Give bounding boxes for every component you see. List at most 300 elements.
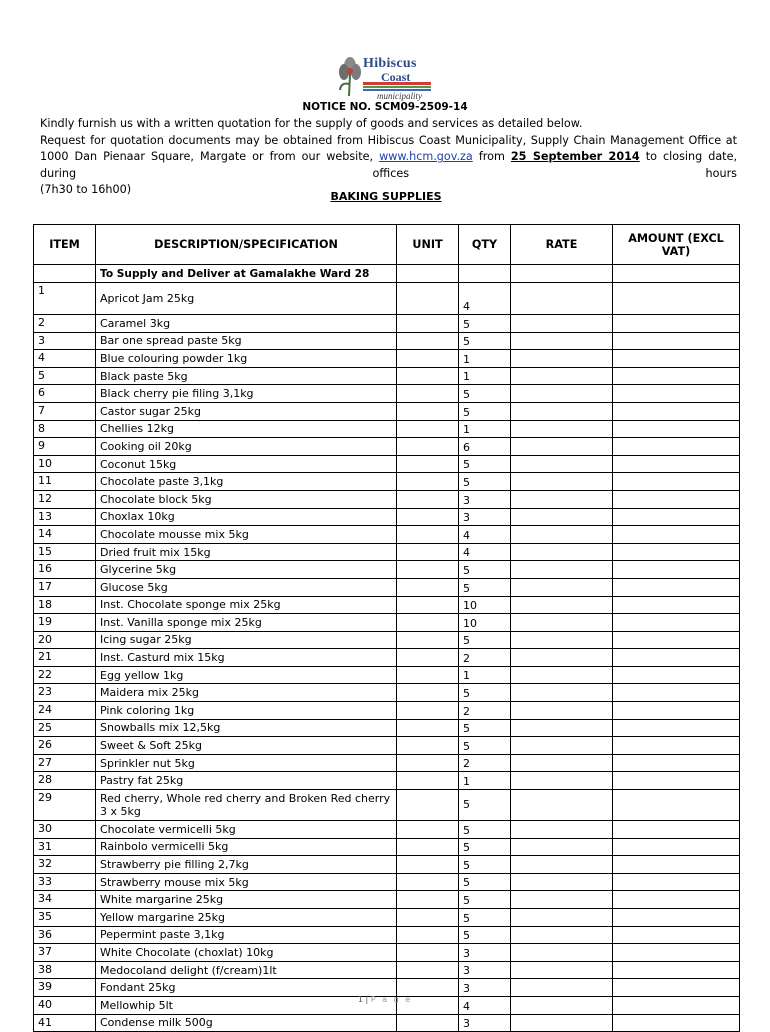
item-description: Maidera mix 25kg bbox=[96, 684, 397, 702]
table-row bbox=[34, 561, 740, 579]
item-qty: 1 bbox=[459, 666, 511, 684]
amount-cell bbox=[613, 702, 740, 720]
unit-cell bbox=[397, 873, 459, 891]
item-number: 34 bbox=[34, 891, 96, 909]
unit-cell bbox=[397, 772, 459, 790]
table-row bbox=[34, 420, 740, 438]
unit-cell bbox=[397, 891, 459, 909]
table-row bbox=[34, 649, 740, 667]
amount-cell bbox=[613, 420, 740, 438]
item-description: Egg yellow 1kg bbox=[96, 666, 397, 684]
item-qty: 10 bbox=[459, 614, 511, 632]
section-title: BAKING SUPPLIES bbox=[330, 190, 442, 203]
unit-cell bbox=[397, 838, 459, 856]
item-description: Sweet & Soft 25kg bbox=[96, 737, 397, 755]
rate-cell bbox=[511, 772, 613, 790]
item-description: Apricot Jam 25kg bbox=[96, 283, 397, 315]
item-qty: 5 bbox=[459, 719, 511, 737]
unit-cell bbox=[397, 438, 459, 456]
item-description: Glycerine 5kg bbox=[96, 561, 397, 579]
unit-cell bbox=[397, 455, 459, 473]
unit-cell bbox=[397, 926, 459, 944]
intro-from: from bbox=[478, 150, 505, 164]
item-qty: 5 bbox=[459, 821, 511, 839]
item-number: 18 bbox=[34, 596, 96, 614]
item-description: Caramel 3kg bbox=[96, 315, 397, 333]
item-description: Chocolate mousse mix 5kg bbox=[96, 526, 397, 544]
table-row bbox=[34, 944, 740, 962]
unit-cell bbox=[397, 578, 459, 596]
item-number: 23 bbox=[34, 684, 96, 702]
item-qty: 4 bbox=[459, 283, 511, 315]
intro-line-1: Kindly furnish us with a written quotation for the supply of goods and services as detailed below. bbox=[40, 117, 583, 130]
table-row bbox=[34, 350, 740, 368]
table-row bbox=[34, 873, 740, 891]
unit-cell bbox=[397, 543, 459, 561]
amount-cell bbox=[613, 790, 740, 821]
amount-cell bbox=[613, 315, 740, 333]
rate-cell bbox=[511, 315, 613, 333]
amount-cell bbox=[613, 283, 740, 315]
table-row bbox=[34, 614, 740, 632]
item-qty: 5 bbox=[459, 891, 511, 909]
unit-cell bbox=[397, 526, 459, 544]
item-qty: 5 bbox=[459, 402, 511, 420]
item-qty: 4 bbox=[459, 526, 511, 544]
amount-cell bbox=[613, 909, 740, 927]
table-row bbox=[34, 283, 740, 315]
unit-cell bbox=[397, 367, 459, 385]
table-row bbox=[34, 631, 740, 649]
unit-cell bbox=[397, 702, 459, 720]
page-separator: | bbox=[365, 995, 369, 1004]
item-qty: 5 bbox=[459, 856, 511, 874]
item-number: 27 bbox=[34, 754, 96, 772]
start-date: 25 September 2014 bbox=[510, 150, 640, 164]
subhead-unit-cell bbox=[397, 265, 459, 283]
item-qty: 5 bbox=[459, 737, 511, 755]
item-qty: 3 bbox=[459, 961, 511, 979]
rate-cell bbox=[511, 508, 613, 526]
item-qty: 2 bbox=[459, 702, 511, 720]
item-qty: 2 bbox=[459, 754, 511, 772]
item-qty: 1 bbox=[459, 350, 511, 368]
table-row bbox=[34, 856, 740, 874]
header-item: ITEM bbox=[34, 225, 96, 265]
rate-cell bbox=[511, 614, 613, 632]
unit-cell bbox=[397, 754, 459, 772]
table-row bbox=[34, 332, 740, 350]
rate-cell bbox=[511, 790, 613, 821]
item-number: 12 bbox=[34, 490, 96, 508]
item-description: Mellowhip 5lt bbox=[96, 996, 397, 1014]
header-qty: QTY bbox=[459, 225, 511, 265]
amount-cell bbox=[613, 367, 740, 385]
rate-cell bbox=[511, 631, 613, 649]
item-qty: 3 bbox=[459, 944, 511, 962]
rate-cell bbox=[511, 561, 613, 579]
item-number: 37 bbox=[34, 944, 96, 962]
item-number: 4 bbox=[34, 350, 96, 368]
item-qty: 5 bbox=[459, 385, 511, 403]
item-number: 13 bbox=[34, 508, 96, 526]
unit-cell bbox=[397, 737, 459, 755]
amount-cell bbox=[613, 979, 740, 997]
rate-cell bbox=[511, 754, 613, 772]
item-qty: 5 bbox=[459, 455, 511, 473]
amount-cell bbox=[613, 737, 740, 755]
intro-text-after-date: to closing date, during offices hours bbox=[40, 150, 738, 180]
unit-cell bbox=[397, 402, 459, 420]
item-qty: 3 bbox=[459, 490, 511, 508]
rate-cell bbox=[511, 350, 613, 368]
item-description: Chocolate vermicelli 5kg bbox=[96, 821, 397, 839]
item-description: Red cherry, Whole red cherry and Broken Red cherry 3 x 5kg bbox=[96, 790, 397, 821]
amount-cell bbox=[613, 438, 740, 456]
rate-cell bbox=[511, 909, 613, 927]
item-description: Condense milk 500g bbox=[96, 1014, 397, 1032]
item-qty: 4 bbox=[459, 543, 511, 561]
unit-cell bbox=[397, 856, 459, 874]
amount-cell bbox=[613, 402, 740, 420]
item-qty: 5 bbox=[459, 332, 511, 350]
item-description: Glucose 5kg bbox=[96, 578, 397, 596]
table-row bbox=[34, 772, 740, 790]
item-qty: 3 bbox=[459, 1014, 511, 1032]
amount-cell bbox=[613, 1014, 740, 1032]
item-description: Blue colouring powder 1kg bbox=[96, 350, 397, 368]
table-row bbox=[34, 926, 740, 944]
table-row bbox=[34, 838, 740, 856]
unit-cell bbox=[397, 666, 459, 684]
intro-text-before-link: Request for quotation documents may be obtained from Hibiscus Coast Municipality, Supply Chain Management Office at 1000 Dan Pienaar Square, Margate or from our website, bbox=[40, 133, 737, 164]
item-number: 16 bbox=[34, 561, 96, 579]
amount-cell bbox=[613, 332, 740, 350]
unit-cell bbox=[397, 490, 459, 508]
amount-cell bbox=[613, 684, 740, 702]
rate-cell bbox=[511, 526, 613, 544]
item-qty: 6 bbox=[459, 438, 511, 456]
item-number: 20 bbox=[34, 631, 96, 649]
item-description: Cooking oil 20kg bbox=[96, 438, 397, 456]
rate-cell bbox=[511, 473, 613, 491]
header-unit: UNIT bbox=[397, 225, 459, 265]
item-qty: 1 bbox=[459, 772, 511, 790]
unit-cell bbox=[397, 944, 459, 962]
unit-cell bbox=[397, 649, 459, 667]
table-row bbox=[34, 402, 740, 420]
item-number: 21 bbox=[34, 649, 96, 667]
rate-cell bbox=[511, 666, 613, 684]
item-number: 2 bbox=[34, 315, 96, 333]
amount-cell bbox=[613, 944, 740, 962]
amount-cell bbox=[613, 543, 740, 561]
amount-cell bbox=[613, 891, 740, 909]
rate-cell bbox=[511, 455, 613, 473]
item-number: 39 bbox=[34, 979, 96, 997]
item-number: 11 bbox=[34, 473, 96, 491]
table-row bbox=[34, 702, 740, 720]
item-description: Sprinkler nut 5kg bbox=[96, 754, 397, 772]
amount-cell bbox=[613, 350, 740, 368]
amount-cell bbox=[613, 838, 740, 856]
amount-cell bbox=[613, 873, 740, 891]
intro-line-2 bbox=[40, 133, 737, 183]
unit-cell bbox=[397, 385, 459, 403]
header-amount: AMOUNT (EXCL VAT) bbox=[613, 225, 740, 265]
item-qty: 3 bbox=[459, 508, 511, 526]
amount-cell bbox=[613, 596, 740, 614]
item-number: 10 bbox=[34, 455, 96, 473]
website-link[interactable]: www.hcm.gov.za bbox=[379, 150, 473, 164]
amount-cell bbox=[613, 614, 740, 632]
subhead-item-cell bbox=[34, 265, 96, 283]
table-row bbox=[34, 891, 740, 909]
rate-cell bbox=[511, 926, 613, 944]
table-row bbox=[34, 315, 740, 333]
amount-cell bbox=[613, 926, 740, 944]
unit-cell bbox=[397, 420, 459, 438]
table-row bbox=[34, 754, 740, 772]
item-number: 33 bbox=[34, 873, 96, 891]
table-row bbox=[34, 961, 740, 979]
item-description: Pepermint paste 3,1kg bbox=[96, 926, 397, 944]
item-number: 1 bbox=[34, 283, 96, 315]
rate-cell bbox=[511, 596, 613, 614]
item-number: 14 bbox=[34, 526, 96, 544]
item-description: Coconut 15kg bbox=[96, 455, 397, 473]
unit-cell bbox=[397, 631, 459, 649]
item-qty: 5 bbox=[459, 473, 511, 491]
amount-cell bbox=[613, 385, 740, 403]
logo-line-2: Coast bbox=[381, 70, 411, 84]
amount-cell bbox=[613, 631, 740, 649]
item-number: 5 bbox=[34, 367, 96, 385]
item-number: 15 bbox=[34, 543, 96, 561]
logo-wordmark bbox=[363, 57, 422, 101]
item-description: Dried fruit mix 15kg bbox=[96, 543, 397, 561]
table-row bbox=[34, 508, 740, 526]
item-qty: 5 bbox=[459, 838, 511, 856]
rate-cell bbox=[511, 402, 613, 420]
subhead-amount-cell bbox=[613, 265, 740, 283]
item-number: 6 bbox=[34, 385, 96, 403]
table-row bbox=[34, 666, 740, 684]
item-description: Inst. Casturd mix 15kg bbox=[96, 649, 397, 667]
subhead-qty-cell bbox=[459, 265, 511, 283]
item-number: 17 bbox=[34, 578, 96, 596]
item-qty: 2 bbox=[459, 649, 511, 667]
item-qty: 10 bbox=[459, 596, 511, 614]
table-row bbox=[34, 684, 740, 702]
rate-cell bbox=[511, 438, 613, 456]
amount-cell bbox=[613, 666, 740, 684]
table-row bbox=[34, 455, 740, 473]
item-number: 29 bbox=[34, 790, 96, 821]
intro-line-3: (7h30 to 16h00) bbox=[40, 183, 132, 197]
amount-cell bbox=[613, 578, 740, 596]
amount-cell bbox=[613, 526, 740, 544]
item-number: 30 bbox=[34, 821, 96, 839]
rate-cell bbox=[511, 873, 613, 891]
item-description: Choxlax 10kg bbox=[96, 508, 397, 526]
page-footer bbox=[0, 995, 770, 1004]
amount-cell bbox=[613, 961, 740, 979]
item-qty: 5 bbox=[459, 315, 511, 333]
rate-cell bbox=[511, 543, 613, 561]
item-description: Black cherry pie filing 3,1kg bbox=[96, 385, 397, 403]
rate-cell bbox=[511, 367, 613, 385]
table-row bbox=[34, 979, 740, 997]
item-qty: 5 bbox=[459, 578, 511, 596]
item-number: 28 bbox=[34, 772, 96, 790]
item-description: Pink coloring 1kg bbox=[96, 702, 397, 720]
table-row bbox=[34, 543, 740, 561]
quotation-table bbox=[33, 224, 740, 1032]
subhead-rate-cell bbox=[511, 265, 613, 283]
page-number: 1 bbox=[357, 995, 363, 1004]
unit-cell bbox=[397, 315, 459, 333]
page-label: P a g e bbox=[370, 995, 413, 1004]
item-description: White margarine 25kg bbox=[96, 891, 397, 909]
table-row bbox=[34, 367, 740, 385]
item-number: 41 bbox=[34, 1014, 96, 1032]
unit-cell bbox=[397, 350, 459, 368]
item-qty: 5 bbox=[459, 790, 511, 821]
rate-cell bbox=[511, 385, 613, 403]
item-description: Inst. Chocolate sponge mix 25kg bbox=[96, 596, 397, 614]
header-rate: RATE bbox=[511, 225, 613, 265]
item-description: Inst. Vanilla sponge mix 25kg bbox=[96, 614, 397, 632]
item-qty: 5 bbox=[459, 684, 511, 702]
unit-cell bbox=[397, 283, 459, 315]
unit-cell bbox=[397, 614, 459, 632]
item-description: Bar one spread paste 5kg bbox=[96, 332, 397, 350]
item-qty: 1 bbox=[459, 420, 511, 438]
amount-cell bbox=[613, 821, 740, 839]
rate-cell bbox=[511, 737, 613, 755]
item-number: 7 bbox=[34, 402, 96, 420]
table-row bbox=[34, 385, 740, 403]
municipality-logo bbox=[337, 52, 439, 100]
table-row bbox=[34, 490, 740, 508]
unit-cell bbox=[397, 821, 459, 839]
item-number: 31 bbox=[34, 838, 96, 856]
table-row bbox=[34, 473, 740, 491]
item-number: 19 bbox=[34, 614, 96, 632]
item-description: Fondant 25kg bbox=[96, 979, 397, 997]
rate-cell bbox=[511, 490, 613, 508]
item-number: 40 bbox=[34, 996, 96, 1014]
rate-cell bbox=[511, 702, 613, 720]
logo-line-1: Hibiscus bbox=[363, 56, 417, 71]
item-description: Yellow margarine 25kg bbox=[96, 909, 397, 927]
item-qty: 4 bbox=[459, 996, 511, 1014]
item-description: Strawberry mouse mix 5kg bbox=[96, 873, 397, 891]
amount-cell bbox=[613, 754, 740, 772]
amount-cell bbox=[613, 490, 740, 508]
unit-cell bbox=[397, 508, 459, 526]
unit-cell bbox=[397, 684, 459, 702]
item-qty: 5 bbox=[459, 873, 511, 891]
unit-cell bbox=[397, 961, 459, 979]
table-row bbox=[34, 821, 740, 839]
item-description: Chellies 12kg bbox=[96, 420, 397, 438]
table-row bbox=[34, 719, 740, 737]
amount-cell bbox=[613, 772, 740, 790]
unit-cell bbox=[397, 1014, 459, 1032]
item-description: Snowballs mix 12,5kg bbox=[96, 719, 397, 737]
table-row bbox=[34, 1014, 740, 1032]
item-description: Chocolate paste 3,1kg bbox=[96, 473, 397, 491]
table-row bbox=[34, 596, 740, 614]
delivery-subheader: To Supply and Deliver at Gamalakhe Ward 28 bbox=[100, 267, 370, 280]
subhead-description bbox=[96, 265, 397, 283]
item-qty: 5 bbox=[459, 909, 511, 927]
amount-cell bbox=[613, 561, 740, 579]
item-description: Black paste 5kg bbox=[96, 367, 397, 385]
item-number: 8 bbox=[34, 420, 96, 438]
item-description: Pastry fat 25kg bbox=[96, 772, 397, 790]
item-qty: 5 bbox=[459, 561, 511, 579]
item-number: 25 bbox=[34, 719, 96, 737]
unit-cell bbox=[397, 561, 459, 579]
table-row bbox=[34, 578, 740, 596]
amount-cell bbox=[613, 455, 740, 473]
table-row bbox=[34, 438, 740, 456]
unit-cell bbox=[397, 909, 459, 927]
rate-cell bbox=[511, 856, 613, 874]
item-description: Strawberry pie filling 2,7kg bbox=[96, 856, 397, 874]
rate-cell bbox=[511, 944, 613, 962]
unit-cell bbox=[397, 473, 459, 491]
rate-cell bbox=[511, 1014, 613, 1032]
unit-cell bbox=[397, 332, 459, 350]
unit-cell bbox=[397, 719, 459, 737]
table-row bbox=[34, 790, 740, 821]
item-number: 9 bbox=[34, 438, 96, 456]
intro-paragraph bbox=[40, 116, 737, 199]
item-description: Chocolate block 5kg bbox=[96, 490, 397, 508]
rate-cell bbox=[511, 979, 613, 997]
amount-cell bbox=[613, 856, 740, 874]
rate-cell bbox=[511, 578, 613, 596]
item-number: 3 bbox=[34, 332, 96, 350]
item-qty: 5 bbox=[459, 926, 511, 944]
notice-number: NOTICE NO. SCM09-2509-14 bbox=[302, 101, 468, 113]
unit-cell bbox=[397, 596, 459, 614]
item-qty: 3 bbox=[459, 979, 511, 997]
table-row bbox=[34, 526, 740, 544]
rate-cell bbox=[511, 684, 613, 702]
rate-cell bbox=[511, 961, 613, 979]
rate-cell bbox=[511, 283, 613, 315]
item-number: 24 bbox=[34, 702, 96, 720]
item-number: 36 bbox=[34, 926, 96, 944]
rate-cell bbox=[511, 332, 613, 350]
rate-cell bbox=[511, 420, 613, 438]
item-qty: 5 bbox=[459, 631, 511, 649]
item-description: Rainbolo vermicelli 5kg bbox=[96, 838, 397, 856]
unit-cell bbox=[397, 979, 459, 997]
amount-cell bbox=[613, 649, 740, 667]
item-qty: 1 bbox=[459, 367, 511, 385]
table-row bbox=[34, 737, 740, 755]
rate-cell bbox=[511, 821, 613, 839]
logo-line-3: municipality bbox=[377, 91, 422, 101]
table-row bbox=[34, 909, 740, 927]
item-number: 32 bbox=[34, 856, 96, 874]
